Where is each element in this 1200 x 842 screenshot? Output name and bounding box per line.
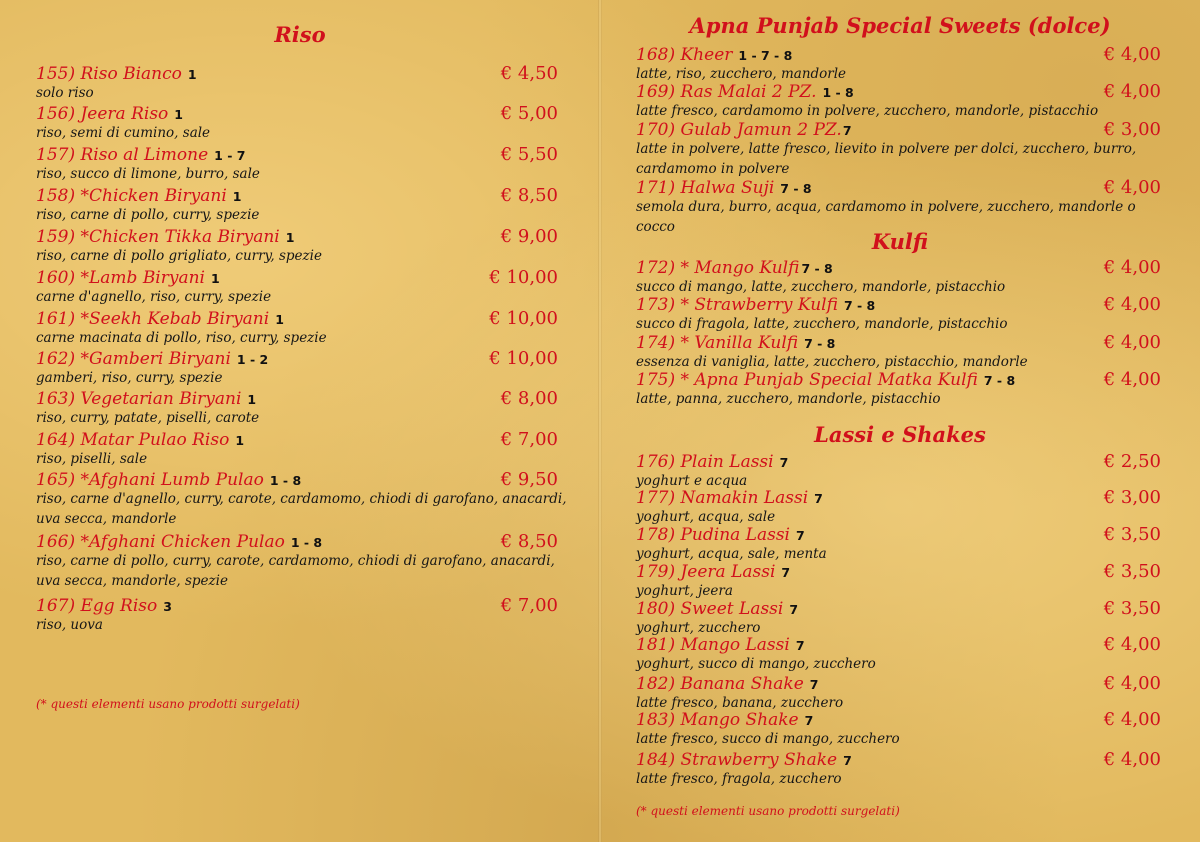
menu-item <box>36 469 567 529</box>
item-name: 167) Egg Riso <box>36 596 158 616</box>
item-price: € 4,00 <box>1103 673 1161 694</box>
item-price: € 4,00 <box>1103 709 1161 730</box>
item-name: 165) *Afghani Lumb Pulao <box>36 470 264 490</box>
menu-item <box>36 309 564 349</box>
menu-item <box>636 674 1161 714</box>
item-name: 175) * Apna Punjab Special Matka Kulfi <box>636 370 978 390</box>
item-description: carne macinata di pollo, riso, curry, spezie <box>36 330 327 346</box>
item-name: 159) *Chicken Tikka Biryani <box>36 227 280 247</box>
menu-item <box>636 82 1161 122</box>
item-description: latte fresco, banana, zucchero <box>636 695 844 711</box>
page-fold <box>598 0 602 842</box>
menu-item <box>636 452 1161 492</box>
allergen-code: 1 - 7 - 8 <box>738 48 793 63</box>
allergen-code: 1 - 2 <box>236 352 269 367</box>
allergen-code: 1 - 8 <box>822 85 854 100</box>
menu-item <box>636 258 1161 298</box>
item-price: € 5,00 <box>500 103 558 124</box>
menu-item <box>636 120 1161 179</box>
allergen-code: 7 <box>843 753 852 768</box>
menu-item <box>36 64 564 104</box>
menu-item <box>636 45 1161 85</box>
allergen-code: 1 <box>247 392 257 407</box>
item-price: € 4,00 <box>1103 749 1161 770</box>
menu-item <box>36 145 564 185</box>
item-price: € 4,00 <box>1103 81 1161 102</box>
item-description: succo di fragola, latte, zucchero, mandorle, pistacchio <box>636 316 1008 332</box>
item-description: semola dura, burro, acqua, cardamomo in polvere, zucchero, mandorle o cocco <box>636 199 1136 235</box>
allergen-code: 1 <box>187 67 197 82</box>
item-name: 181) Mango Lassi <box>636 635 790 655</box>
menu-item <box>36 186 564 226</box>
item-description: riso, curry, patate, piselli, carote <box>36 410 260 426</box>
item-name: 168) Kheer <box>636 45 733 65</box>
section-title-riso: Riso <box>274 22 326 47</box>
allergen-code: 7 - 8 <box>801 261 833 276</box>
allergen-code: 1 <box>174 107 183 122</box>
item-description: latte in polvere, latte fresco, lievito in polvere per dolci, zucchero, burro, cardamomo in polvere <box>636 141 1137 177</box>
frozen-products-note: (* questi elementi usano prodotti surgelati) <box>636 804 900 818</box>
menu-item <box>36 532 564 591</box>
item-name: 180) Sweet Lassi <box>636 599 784 619</box>
allergen-code: 7 - 8 <box>804 336 836 351</box>
menu-item <box>636 295 1161 335</box>
menu-item <box>636 635 1161 675</box>
item-price: € 4,00 <box>1103 257 1161 278</box>
allergen-code: 7 <box>804 713 814 728</box>
item-price: € 4,00 <box>1103 44 1161 65</box>
item-description: riso, carne d'agnello, curry, carote, cardamomo, chiodi di garofano, anacardi, uva secca, mandorle <box>36 491 567 527</box>
menu-item <box>636 525 1161 565</box>
menu-item <box>36 227 564 267</box>
item-description: riso, succo di limone, burro, sale <box>36 166 260 182</box>
item-name: 182) Banana Shake <box>636 674 804 694</box>
item-description: yoghurt, acqua, sale, menta <box>636 546 827 562</box>
item-name: 172) * Mango Kulfi <box>636 258 800 278</box>
item-description: yoghurt, zucchero <box>636 620 761 636</box>
item-description: latte fresco, fragola, zucchero <box>636 771 842 787</box>
allergen-code: 1 - 8 <box>290 535 323 550</box>
item-name: 161) *Seekh Kebab Biryani <box>36 309 270 329</box>
item-price: € 4,00 <box>1103 369 1161 390</box>
item-name: 163) Vegetarian Biryani <box>36 389 242 409</box>
item-description: yoghurt e acqua <box>636 473 748 489</box>
allergen-code: 1 - 7 <box>214 148 246 163</box>
allergen-code: 7 <box>795 638 805 653</box>
item-name: 184) Strawberry Shake <box>636 750 838 770</box>
item-name: 157) Riso al Limone <box>36 145 209 165</box>
menu-item <box>36 349 564 389</box>
item-description: riso, uova <box>36 617 103 633</box>
item-price: € 4,50 <box>500 63 558 84</box>
item-description: carne d'agnello, riso, curry, spezie <box>36 289 272 305</box>
menu-item <box>36 104 564 144</box>
allergen-code: 1 <box>235 433 245 448</box>
item-price: € 10,00 <box>489 348 558 369</box>
item-description: latte fresco, cardamomo in polvere, zucchero, mandorle, pistacchio <box>636 103 1099 119</box>
menu-item <box>36 596 564 636</box>
item-name: 170) Gulab Jamun 2 PZ. <box>636 120 842 140</box>
item-description: essenza di vaniglia, latte, zucchero, pistacchio, mandorle <box>636 354 1028 370</box>
item-price: € 3,50 <box>1103 561 1161 582</box>
item-price: € 9,00 <box>500 226 558 247</box>
item-price: € 8,50 <box>500 185 558 206</box>
item-description: yoghurt, succo di mango, zucchero <box>636 656 876 672</box>
allergen-code: 7 - 8 <box>780 181 812 196</box>
item-description: riso, piselli, sale <box>36 451 148 467</box>
allergen-code: 1 - 8 <box>269 473 302 488</box>
item-name: 155) Riso Bianco <box>36 64 182 84</box>
menu-item <box>636 333 1161 373</box>
item-price: € 3,00 <box>1103 119 1161 140</box>
item-description: yoghurt, jeera <box>636 583 733 599</box>
item-name: 174) * Vanilla Kulfi <box>636 333 799 353</box>
allergen-code: 1 <box>211 271 220 286</box>
item-price: € 7,00 <box>500 429 558 450</box>
item-price: € 5,50 <box>500 144 558 165</box>
item-name: 164) Matar Pulao Riso <box>36 430 230 450</box>
item-name: 173) * Strawberry Kulfi <box>636 295 838 315</box>
menu-item <box>636 750 1161 790</box>
menu-item <box>636 710 1161 750</box>
item-price: € 9,50 <box>500 469 558 490</box>
allergen-code: 7 <box>779 455 789 470</box>
menu-item <box>636 370 1161 410</box>
menu-item <box>36 430 564 470</box>
item-name: 171) Halwa Suji <box>636 178 775 198</box>
allergen-code: 7 <box>842 123 852 138</box>
item-name: 166) *Afghani Chicken Pulao <box>36 532 285 552</box>
allergen-code: 1 <box>285 230 295 245</box>
item-description: yoghurt, acqua, sale <box>636 509 776 525</box>
menu-item <box>636 562 1161 602</box>
item-price: € 8,00 <box>500 388 558 409</box>
menu-item <box>36 389 564 429</box>
item-description: solo riso <box>36 85 94 101</box>
item-price: € 10,00 <box>489 267 558 288</box>
item-name: 183) Mango Shake <box>636 710 799 730</box>
item-price: € 8,50 <box>500 531 558 552</box>
item-description: riso, carne di pollo grigliato, curry, spezie <box>36 248 322 264</box>
allergen-code: 7 <box>796 528 805 543</box>
item-price: € 10,00 <box>489 308 558 329</box>
section-title-sweets: Apna Punjab Special Sweets (dolce) <box>689 13 1111 38</box>
item-name: 158) *Chicken Biryani <box>36 186 227 206</box>
item-name: 179) Jeera Lassi <box>636 562 776 582</box>
item-price: € 7,00 <box>500 595 558 616</box>
item-price: € 3,50 <box>1103 524 1161 545</box>
frozen-products-note: (* questi elementi usano prodotti surgelati) <box>36 697 300 711</box>
allergen-code: 7 - 8 <box>983 373 1016 388</box>
section-title-lassi: Lassi e Shakes <box>814 422 986 447</box>
allergen-code: 7 <box>789 602 799 617</box>
menu-item <box>36 268 564 308</box>
item-description: riso, semi di cumino, sale <box>36 125 211 141</box>
item-description: succo di mango, latte, zucchero, mandorle, pistacchio <box>636 279 1006 295</box>
allergen-code: 7 <box>809 677 819 692</box>
item-description: latte, riso, zucchero, mandorle <box>636 66 847 82</box>
allergen-code: 7 <box>781 565 791 580</box>
item-price: € 4,00 <box>1103 332 1161 353</box>
item-price: € 4,00 <box>1103 634 1161 655</box>
item-price: € 4,00 <box>1103 177 1161 198</box>
item-price: € 2,50 <box>1103 451 1161 472</box>
item-name: 160) *Lamb Biryani <box>36 268 205 288</box>
item-description: riso, carne di pollo, curry, carote, cardamomo, chiodi di garofano, anacardi, uva secca, mandorle, spezie <box>36 553 555 589</box>
item-name: 177) Namakin Lassi <box>636 488 809 508</box>
menu-item <box>636 599 1161 639</box>
item-name: 178) Pudina Lassi <box>636 525 790 545</box>
menu-item <box>636 488 1161 528</box>
item-price: € 3,00 <box>1103 487 1161 508</box>
allergen-code: 1 <box>232 189 242 204</box>
allergen-code: 1 <box>275 312 284 327</box>
allergen-code: 7 - 8 <box>843 298 876 313</box>
item-name: 176) Plain Lassi <box>636 452 774 472</box>
allergen-code: 3 <box>163 599 172 614</box>
item-description: riso, carne di pollo, curry, spezie <box>36 207 260 223</box>
item-price: € 4,00 <box>1103 294 1161 315</box>
item-name: 169) Ras Malai 2 PZ. <box>636 82 817 102</box>
item-description: latte fresco, succo di mango, zucchero <box>636 731 900 747</box>
section-title-kulfi: Kulfi <box>871 229 929 254</box>
item-description: gamberi, riso, curry, spezie <box>36 370 223 386</box>
item-price: € 3,50 <box>1103 598 1161 619</box>
item-description: latte, panna, zucchero, mandorle, pistacchio <box>636 391 941 407</box>
allergen-code: 7 <box>814 491 823 506</box>
item-name: 162) *Gamberi Biryani <box>36 349 231 369</box>
item-name: 156) Jeera Riso <box>36 104 169 124</box>
